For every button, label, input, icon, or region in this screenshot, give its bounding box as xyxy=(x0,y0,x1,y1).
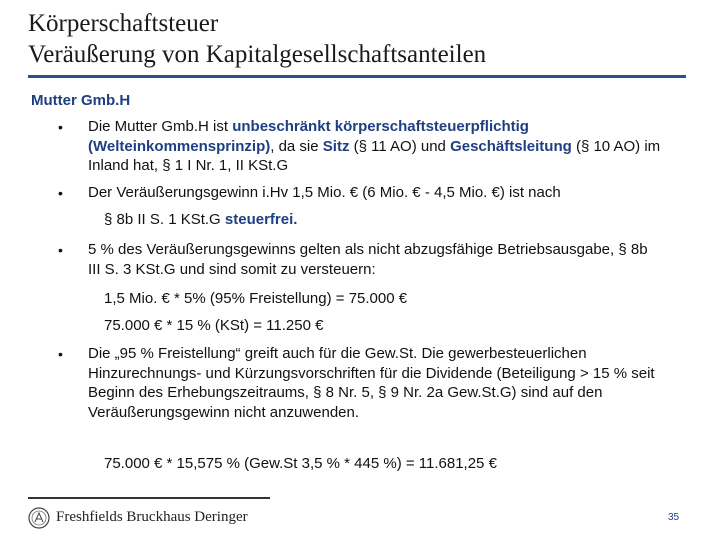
bullet-text-4: Die „95 % Freistellung“ greift auch für die Gew.St. Die gewerbesteuerlichen Hinzurechnungs- und Kürzungsvorschriften für die Dividende (Beteiligung > 15 % seit Beginn des Erhebungszeitraums, § 8 Nr. 5, § 9 Nr. 2a Gew.St.G) sind auf den Veräußerungsgewinn nicht anzuwenden. xyxy=(88,345,655,421)
calculation-line-2: 75.000 € * 15 % (KSt) = 11.250 € xyxy=(104,317,324,334)
bullet-2-continuation xyxy=(104,210,297,230)
freshfields-logo-icon xyxy=(28,507,50,529)
bullet-text-2: Der Veräußerungsgewinn i.Hv 1,5 Mio. € (6 Mio. € - 4,5 Mio. €) ist nach xyxy=(88,184,561,201)
footer-rule xyxy=(28,497,270,499)
title-line-1: Körperschaftsteuer xyxy=(28,10,219,37)
bullet-1-highlight-management: Geschäftsleitung xyxy=(450,137,572,155)
section-subtitle: Mutter Gmb.H xyxy=(31,92,131,109)
calculation-line-1: 1,5 Mio. € * 5% (95% Freistellung) = 75.000 € xyxy=(104,290,408,307)
bullet-1-part-1: Die Mutter Gmb.H ist xyxy=(88,118,233,135)
bullet-1-highlight-sitz: Sitz xyxy=(322,137,350,155)
page-number: 35 xyxy=(668,512,680,523)
continuation-plain: § 8b II S. 1 KSt.G xyxy=(104,211,225,228)
bullet-marker-1: • xyxy=(58,119,63,135)
continuation-highlight-tax-free: steuerfrei. xyxy=(224,211,298,228)
bullet-1-part-3: , da sie xyxy=(270,137,323,155)
bullet-text-3: 5 % des Veräußerungsgewinns gelten als nicht abzugsfähige Betriebsausgabe, § 8b III S. 3 KSt.G und sind somit zu versteuern: xyxy=(88,241,648,278)
bullet-marker-2: • xyxy=(58,185,63,201)
slide-title xyxy=(28,8,486,70)
title-rule xyxy=(28,75,686,78)
calculation-line-3: 75.000 € * 15,575 % (Gew.St 3,5 % * 445 %) = 11.681,25 € xyxy=(104,455,497,472)
title-line-2: Veräußerung von Kapitalgesellschaftsanteilen xyxy=(28,41,487,68)
bullet-1-part-7: (§ 10 AO) im Inland hat, § 1 I Nr. 1, II KSt.G xyxy=(88,137,661,174)
bullet-1-highlight-liability: unbeschränkt körperschaftsteuerpflichtig (Welteinkommensprinzip) xyxy=(88,118,529,155)
bullet-marker-4: • xyxy=(58,346,63,362)
bullet-1-part-5: (§ 11 AO) und xyxy=(349,137,451,155)
bullet-text-1 xyxy=(88,117,688,176)
bullet-marker-3: • xyxy=(58,242,63,258)
footer-brand: Freshfields Bruckhaus Deringer xyxy=(56,509,248,525)
